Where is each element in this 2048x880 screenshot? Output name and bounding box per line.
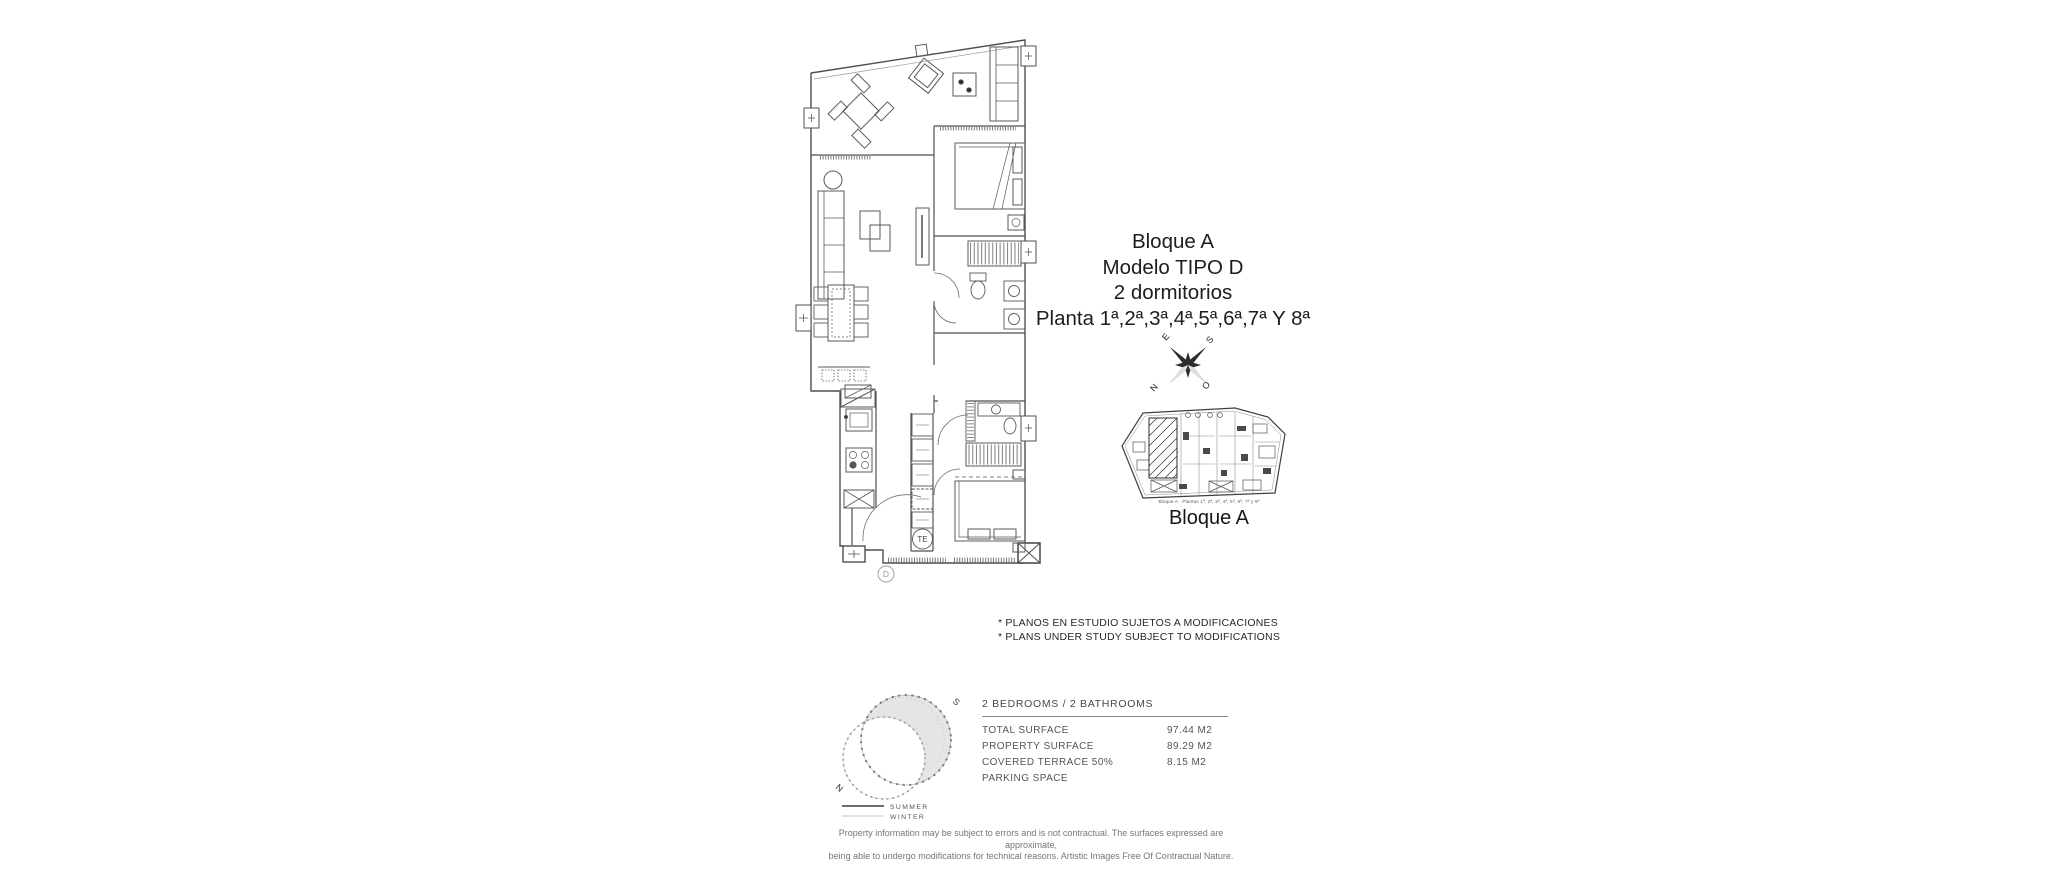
table-row	[982, 725, 1228, 741]
title-line-bloque: Bloque A	[1131, 230, 1215, 253]
surface-table	[982, 698, 1228, 789]
site-plan-label: Bloque A	[1168, 507, 1250, 529]
compass-icon	[1146, 330, 1230, 400]
utility-stack-icon	[912, 414, 933, 549]
row-label: PARKING SPACE	[982, 773, 1069, 784]
table-row	[982, 757, 1228, 773]
plant-table-icon	[953, 73, 976, 96]
bathroom-1-icons	[970, 273, 1025, 329]
table-row	[982, 773, 1228, 789]
title-line-dormitorios: 2 dormitorios	[1113, 281, 1233, 304]
surface-table-header: 2 BEDROOMS / 2 BATHROOMS	[982, 698, 1228, 717]
sun-path-icon	[826, 682, 984, 822]
sun-north-label: N	[833, 782, 846, 794]
bar-stools-icon	[822, 370, 866, 381]
wardrobe-2-icon	[966, 443, 1021, 466]
compass-o-label: O	[1200, 379, 1213, 392]
legend-summer-label: SUMMER	[890, 804, 929, 811]
title-line-planta: Planta 1ª,2ª,3ª,4ª,5ª,6ª,7ª Y 8ª	[1035, 306, 1311, 330]
site-plan-drawing	[1113, 406, 1305, 502]
armchair-icon	[824, 171, 842, 189]
entrance-d-label: D	[882, 569, 890, 580]
modification-notes	[998, 617, 1280, 644]
dining-chairs-icon	[814, 287, 868, 337]
legend-winter-label: WINTER	[890, 814, 926, 821]
note-es: * PLANOS EN ESTUDIO SUJETOS A MODIFICACIONES	[998, 617, 1278, 629]
terrace-table-icon	[843, 93, 879, 129]
sun-south-label: S	[950, 696, 962, 708]
terrace-chairs-icon	[828, 74, 894, 148]
footer-line-2: being able to undergo modifications for technical reasons. Artistic Images Free Of Contractual Nature.	[828, 851, 1234, 861]
row-label: TOTAL SURFACE	[982, 725, 1069, 736]
floor-plan-drawing	[788, 33, 1056, 593]
bed-1-icon	[955, 143, 1025, 209]
footer-line-1: Property information may be subject to errors and is not contractual. The surfaces expressed are approximate,	[838, 828, 1224, 850]
site-plan-caption: Bloque A · Plantas 1ª, 2ª, 3ª, 4ª, 5ª, 6ª, 7ª y 8ª	[1158, 499, 1260, 504]
wardrobe-1-icon	[968, 241, 1021, 266]
row-value: 8.15 M2	[1167, 757, 1207, 768]
bathroom-2-icons	[966, 401, 1020, 441]
terrace-sofa-icon	[990, 47, 1018, 121]
kitchen-icons	[841, 389, 875, 508]
row-value: 97.44 M2	[1167, 725, 1213, 736]
table-row	[982, 741, 1228, 757]
title-block	[1020, 229, 1326, 331]
row-label: COVERED TERRACE 50%	[982, 757, 1114, 768]
row-label: PROPERTY SURFACE	[982, 741, 1094, 752]
note-en: * PLANS UNDER STUDY SUBJECT TO MODIFICATIONS	[998, 630, 1281, 643]
row-value: 89.29 M2	[1167, 741, 1213, 752]
legal-footer	[824, 828, 1238, 863]
utility-te-label: TE	[917, 535, 928, 544]
title-line-modelo: Modelo TIPO D	[1102, 255, 1244, 279]
compass-s-label: S	[1204, 334, 1216, 346]
compass-e-label: E	[1160, 331, 1172, 343]
compass-n-label: N	[1148, 381, 1160, 394]
plants-icon	[958, 79, 972, 93]
